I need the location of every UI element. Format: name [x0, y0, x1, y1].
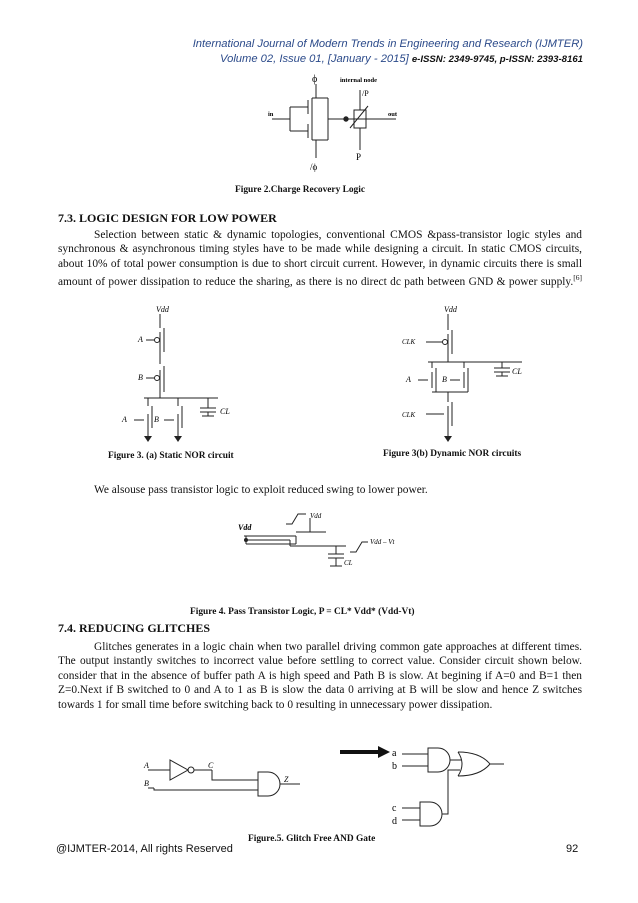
fig5-b-label: b	[392, 761, 397, 772]
footer-copyright: @IJMTER-2014, All rights Reserved	[56, 843, 233, 855]
fig3b-clk-bot-label: CLK	[402, 411, 416, 419]
fig5-b-left-label: B	[144, 779, 149, 788]
figure-4-caption: Figure 4. Pass Transistor Logic, P = CL* Vdd* (Vdd-Vt)	[190, 607, 415, 617]
fig3b-a-label: A	[406, 375, 411, 384]
page-number: 92	[566, 843, 579, 855]
figure-2-charge-recovery-logic	[250, 70, 410, 180]
section-7-3-heading: 7.3. LOGIC DESIGN FOR LOW POWER	[58, 211, 277, 225]
fig2-pbar-label: /P	[362, 89, 369, 98]
fig3b-cl-label: CL	[512, 367, 522, 376]
section-7-3-paragraph	[58, 228, 582, 289]
fig3b-vdd-label: Vdd	[444, 305, 457, 314]
journal-title: International Journal of Modern Trends in Engineering and Research (IJMTER)	[192, 38, 583, 50]
journal-issn: e-ISSN: 2349-9745, p-ISSN: 2393-8161	[411, 54, 583, 65]
fig5-c2-label: c	[392, 803, 397, 814]
figure-3b-dynamic-nor	[392, 302, 542, 448]
fig3a-b-bot-label: B	[154, 415, 159, 424]
fig5-a-left-label: A	[144, 761, 149, 770]
figure-3a-caption: Figure 3. (a) Static NOR circuit	[108, 451, 234, 461]
fig4-vdd-left-label: Vdd	[238, 523, 252, 532]
figure-3b-caption: Figure 3(b) Dynamic NOR circuits	[383, 449, 522, 459]
fig3b-b-label: B	[442, 375, 447, 384]
fig2-in-label: in	[268, 111, 274, 118]
section-7-3-text: Selection between static & dynamic topologies, conventional CMOS &pass-transistor logic styles and synchronous & asynchronous timing styles have to be made while designing a circuit. In static CMOS circuits, about 10% of total power consumption is due to short circuit current. However, in dynamic circuits there is small amount of power dissipation to reduce the sharing, as there is no direct dc path between GND & power supply.	[58, 229, 582, 289]
section-7-4-paragraph	[58, 640, 582, 712]
fig5-c-label: C	[208, 761, 214, 770]
figure-2-caption: Figure 2.Charge Recovery Logic	[235, 185, 366, 195]
fig5-z-label: Z	[284, 775, 289, 784]
fig5-a-label: a	[392, 748, 397, 759]
fig3a-a-bot-label: A	[122, 415, 127, 424]
fig3a-b-mid-label: B	[138, 373, 143, 382]
reference-6: [6]	[573, 273, 582, 283]
fig3a-cl-label: CL	[220, 407, 230, 416]
fig2-phibar-label: /ϕ	[310, 162, 318, 172]
fig2-out-label: out	[388, 111, 398, 118]
fig2-p-label: P	[356, 152, 362, 162]
journal-volume-line	[220, 52, 583, 67]
fig3a-vdd-label: Vdd	[156, 305, 169, 314]
fig4-cl-label: CL	[344, 559, 353, 567]
fig3b-clk-top-label: CLK	[402, 338, 416, 346]
fig3a-a-top-label: A	[138, 335, 143, 344]
section-7-4-text: Glitches generates in a logic chain when two parallel driving common gate approaches at different times. The output instantly switches to incorrect value before settling to correct value. Consider circuit shown below. consider that in the absence of buffer path A is high speed and Path B is slow. At begining if A=0 and B=1 then Z=0.Next if B switched to 0 and A to 1 as B is slow the data 0 arriving at B will be slow and hence Z switches towards 1 for small time before switching back to 0 resulting in unnecessary power dissipation.	[58, 641, 582, 711]
fig5-d-label: d	[392, 816, 397, 827]
fig2-internal-node-label: internal node	[340, 77, 378, 84]
figure-5-caption: Figure.5. Glitch Free AND Gate	[248, 834, 376, 844]
fig2-phi-label: ϕ	[312, 74, 318, 85]
fig4-vdd-vt-label: Vdd – Vt	[370, 538, 395, 546]
journal-volume: Volume 02, Issue 01, [January - 2015]	[220, 53, 409, 65]
section-7-4-heading: 7.4. REDUCING GLITCHES	[58, 621, 211, 635]
figure-3a-static-nor	[108, 302, 258, 448]
figure-5-glitch-and-gate	[140, 742, 510, 830]
pass-transistor-sentence: We alsouse pass transistor logic to exploit reduced swing to lower power.	[94, 484, 428, 496]
figure-4-pass-transistor	[226, 510, 422, 580]
fig4-vdd-top-label: Vdd	[310, 512, 322, 520]
